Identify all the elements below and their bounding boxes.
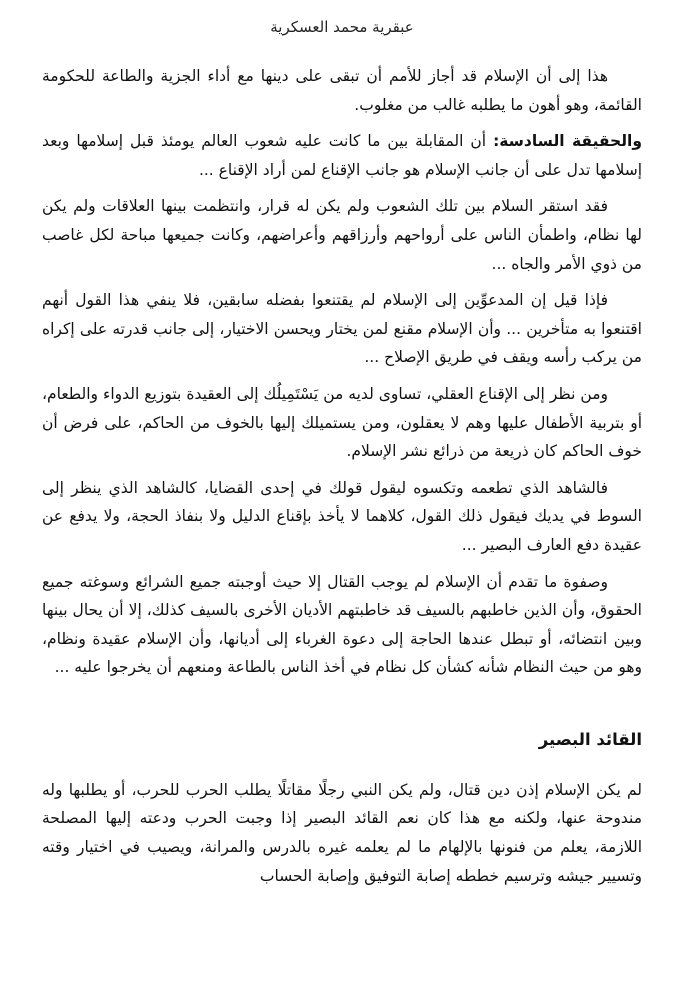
section-heading: القائد البصير: [538, 729, 642, 749]
paragraph: فإذا قيل إن المدعوِّين إلى الإسلام لم يقتنعوا بفضله سابقين، فلا ينفي هذا القول أنهم اقتنعوا به متأخرين ... وأن الإسلام مقنع لمن يختار ويحسن الاختيار، إلى جانب قدرته على إكراه من يركب رأسه ويقف في طريق الإصلاح ...: [42, 291, 642, 367]
paragraph: فقد استقر السلام بين تلك الشعوب ولم يكن له قرار، وانتظمت بينها العلاقات ولم يكن لها نظام، واطمأن الناس على أرواحهم وأرزاقهم وأعراضهم، وكانت جميعها مباحة لكل غاصب من ذوي الأمر والجاه ...: [42, 197, 642, 273]
section-paragraph: لم يكن الإسلام إذن دين قتال، ولم يكن النبي رجلًا مقاتلًا يطلب الحرب للحرب، أو يطلبها وله مندوحة عنها، ولكنه مع هذا كان نعم القائد البصير إذا وجبت الحرب ودعته إليها المصلحة اللازمة، يعلم من فنونها بالإلهام ما لم يعلمه غيره بالدرس والمرانة، ويصيب في اختيار وقته وتسيير جيشه وترسيم خططه إصابة التوفيق وإصابة الحساب: [42, 780, 642, 885]
paragraph: وصفوة ما تقدم أن الإسلام لم يوجب القتال إلا حيث أوجبته جميع الشرائع وسوغته جميع الحقوق، وأن الذين خاطبهم بالسيف قد خاطبتهم الأديان الأخرى بالسيف كذلك، إلا أن يحال بينها وبين انتضائه، أو تبطل عندها الحاجة إلى دعوة الغرباء إلى أديانها، وأن الإسلام عقيدة ونظام، وهو من حيث النظام شأنه كشأن كل نظام في أخذ الناس بالطاعة ومنعهم أن يخرجوا عليه ...: [42, 572, 642, 677]
paragraph-lead: والحقيقة السادسة:: [493, 132, 642, 151]
paragraph: ومن نظر إلى الإقناع العقلي، تساوى لديه من يَسْتَمِيلُك إلى العقيدة بتوزيع الدواء والطعام، أو بتربية الأطفال عليها وهم لا يعقلون، ومن يستميلك إليها بالخوف من الحاكم، على فرض أن خوف الحاكم كان ذريعة من ذرائع نشر الإسلام.: [42, 384, 642, 461]
page-body: [42, 62, 642, 898]
paragraph-sixth-fact: [42, 127, 642, 184]
running-header: عبقرية محمد العسكرية: [270, 18, 414, 36]
paragraph: هذا إلى أن الإسلام قد أجاز للأمم أن تبقى على دينها مع أداء الجزية والطاعة للحكومة القائمة، وهو أهون ما يطلبه غالب من مغلوب.: [42, 67, 642, 114]
paragraph-text: أن المقابلة بين ما كانت عليه شعوب العالم يومئذ قبل إسلامها وبعد إسلامها تدل على أن جانب الإسلام هو جانب الإقناع لمن أراد الإقناع ...: [42, 132, 642, 179]
paragraph: فالشاهد الذي تطعمه وتكسوه ليقول قولك في إحدى القضايا، كالشاهد الذي ينظر إلى السوط في يديك فيقول ذلك القول، كلاهما لا يأخذ بإقناع الدليل ولا بنفاذ الحجة، ولا يدفع عن عقيدة دفع العارف البصير ...: [42, 478, 642, 554]
